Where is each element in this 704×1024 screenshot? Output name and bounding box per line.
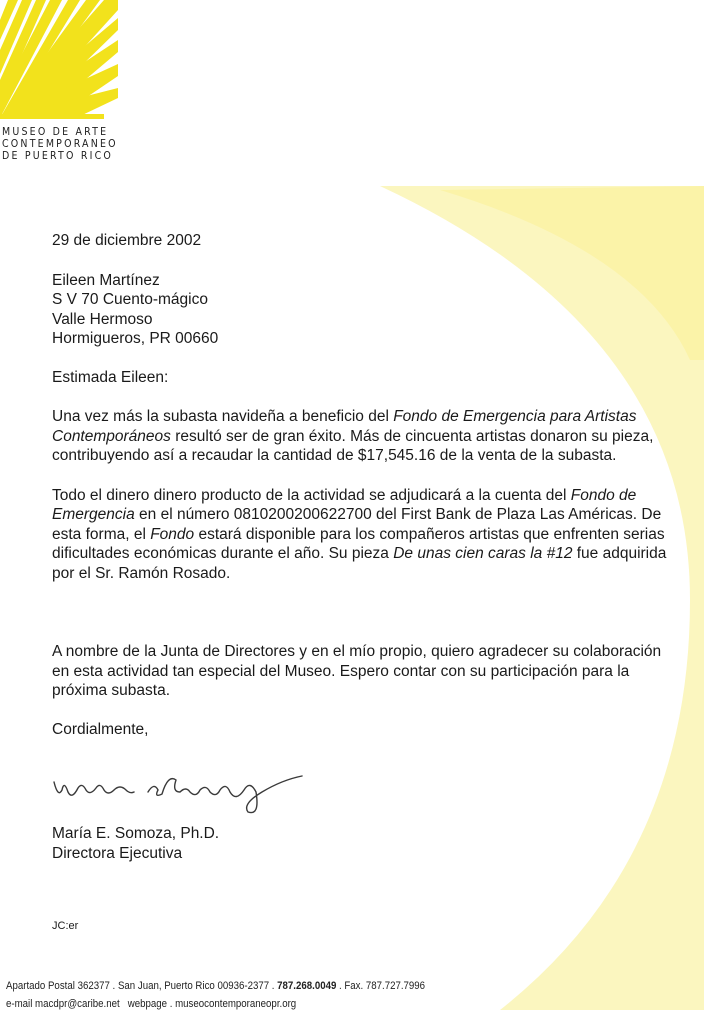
- footer-webpage: museocontemporaneopr.org: [175, 998, 297, 1010]
- recipient-address-line-2: Valle Hermoso: [52, 310, 153, 328]
- footer-webpage-label: webpage .: [127, 998, 173, 1010]
- handwritten-signature: [50, 768, 315, 818]
- footer-fax: Fax. 787.727.7996: [344, 980, 426, 992]
- reference-initials: JC:er: [52, 920, 79, 932]
- recipient-address: [52, 271, 677, 349]
- closing: Cordialmente,: [52, 720, 149, 738]
- paragraph-1-text-b: resultó ser de gran éxito. Más de cincuenta artistas donaron su pieza, contribuyendo así a recaudar la cantidad de $17,545.16 de la venta de la subasta.: [52, 427, 654, 464]
- letter-body: [52, 231, 677, 739]
- paragraph-1-text-a: Una vez más la subasta navideña a beneficio del: [52, 408, 394, 425]
- footer-line-1: Apartado Postal 362377 . San Juan, Puerto Rico 00936-2377 . 787.268.0049 . Fax. 787.727.7996: [6, 980, 426, 992]
- recipient-address-line-3: Hormigueros, PR 00660: [52, 330, 219, 347]
- fund-italic: Fondo: [150, 525, 195, 543]
- paragraph-2-text-b: en el número 0810200200622700 del First Bank de Plaza Las Américas. De esta forma, el: [52, 506, 662, 543]
- logo-sunburst-icon: [0, 0, 120, 125]
- logo-text-line-2: CONTEMPORANEO: [2, 138, 118, 150]
- recipient-address-line-1: S V 70 Cuento-mágico: [52, 291, 208, 308]
- signer-title: Directora Ejecutiva: [52, 844, 183, 862]
- fund-name-italic: Fondo de Emergencia para Artistas Contemporáneos: [52, 408, 637, 445]
- logo-text-line-1: MUSEO DE ARTE: [2, 126, 109, 138]
- footer-line-2: [6, 995, 425, 1013]
- footer-phone: 787.268.0049: [277, 980, 337, 992]
- letter-date: 29 de diciembre 2002: [52, 232, 202, 249]
- signer-block: [52, 824, 219, 863]
- fund-name-italic-2: Fondo de Emergencia: [52, 486, 637, 523]
- signer-name: María E. Somoza, Ph.D.: [52, 825, 220, 842]
- footer-address: Apartado Postal 362377 . San Juan, Puerto Rico 00936-2377: [6, 980, 270, 992]
- paragraph-2-text-a: Todo el dinero dinero producto de la actividad se adjudicará a la cuenta del: [52, 486, 571, 504]
- museum-logo: [0, 0, 120, 170]
- paragraph-2: [52, 486, 677, 584]
- paragraph-1: [52, 407, 677, 466]
- paragraph-2-text-d: fue adquirida por el Sr. Ramón Rosado.: [52, 545, 667, 582]
- letterhead-footer: [6, 977, 425, 1013]
- salutation: Estimada Eileen:: [52, 368, 169, 386]
- logo-text-line-3: DE PUERTO RICO: [2, 150, 114, 162]
- recipient-name: Eileen Martínez: [52, 271, 160, 289]
- artwork-title-italic: De unas cien caras la #12: [393, 545, 573, 562]
- paragraph-2-text-c: estará disponible para los compañeros artistas que enfrenten serias dificultades económicas durante el año. Su pieza: [52, 525, 665, 562]
- paragraph-3: A nombre de la Junta de Directores y en el mío propio, quiero agradecer su colaboración en esta actividad tan especial del Museo. Espero contar con su participación para la próxima subasta.: [52, 643, 662, 699]
- footer-email: e-mail macdpr@caribe.net: [6, 998, 120, 1010]
